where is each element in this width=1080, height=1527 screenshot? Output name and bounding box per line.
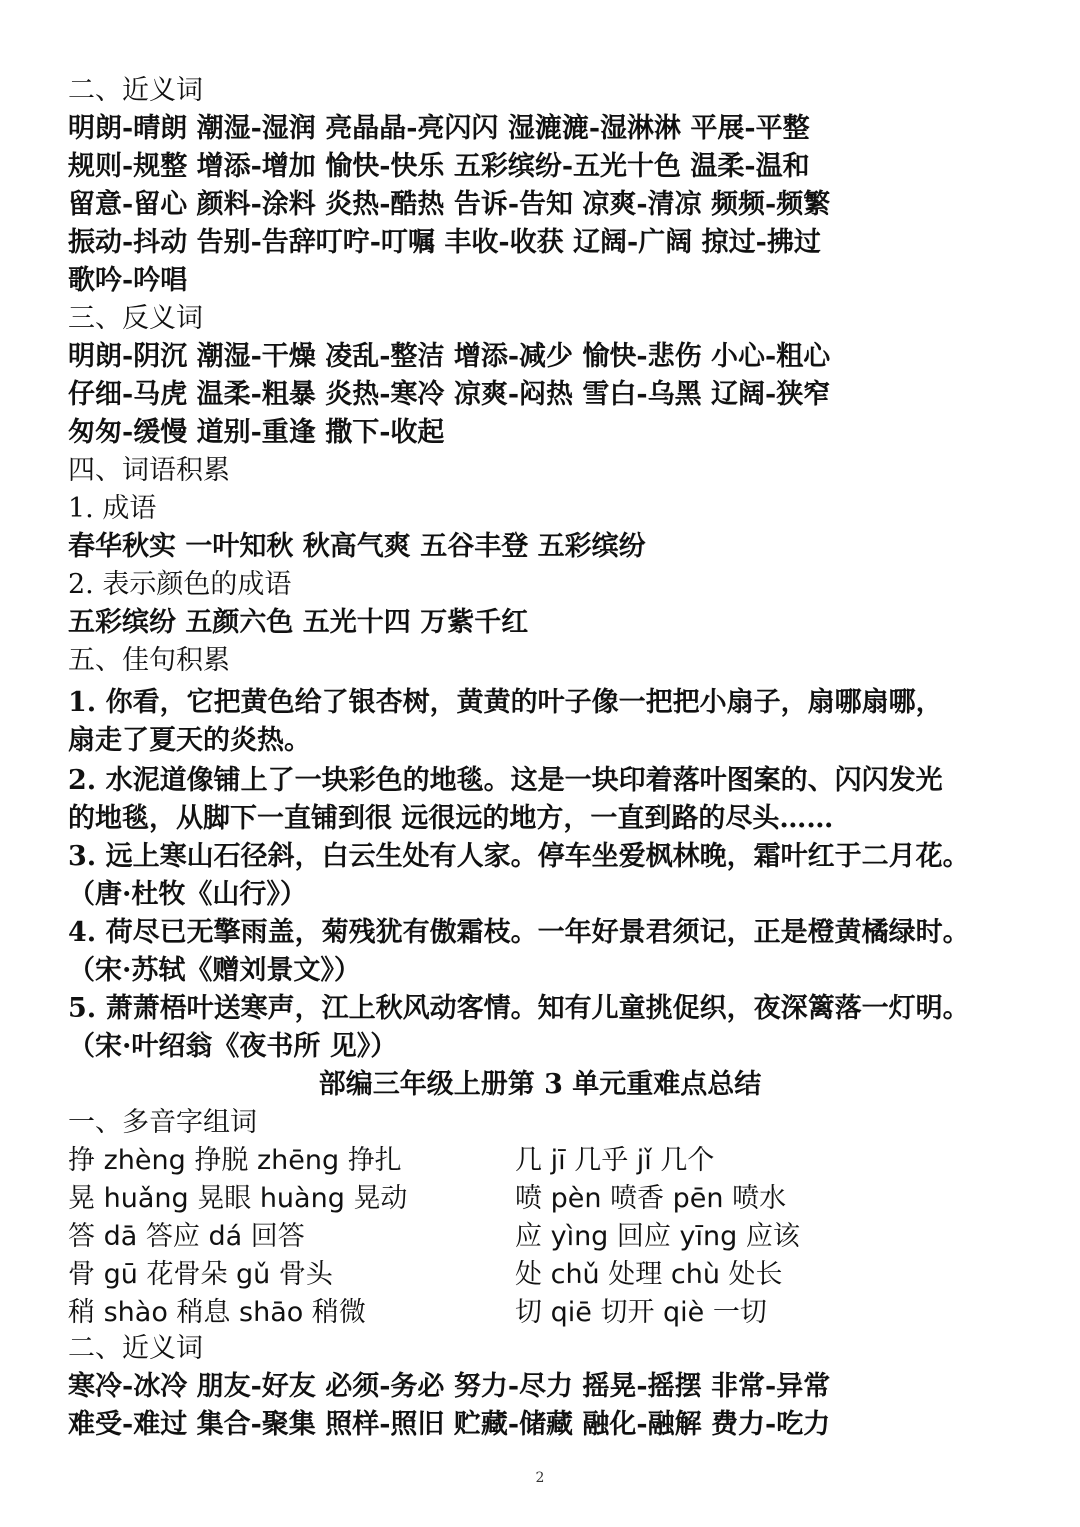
poem-source: （宋·苏轼《赠刘景文》） [68, 955, 361, 986]
unit-title: 部编三年级上册第 3 单元重难点总结 [318, 1069, 762, 1100]
polyphone-row-right: 应 yìng 回应 yīng 应该 [515, 1221, 800, 1252]
idiom-line: 春华秋实 一叶知秋 秋高气爽 五谷丰登 五彩缤纷 [68, 531, 646, 562]
sentence-line: 扇走了夏天的炎热。 [68, 725, 311, 756]
sentence-line: 的地毯，从脚下一直铺到很 远很远的地方，一直到路的尽头…… [68, 803, 834, 834]
antonym-line: 仔细-马虎 温柔-粗暴 炎热-寒冷 凉爽-闷热 雪白-乌黑 辽阔-狭窄 [68, 379, 831, 410]
section-heading-polyphones: 一、多音字组词 [68, 1107, 257, 1138]
polyphone-row-right: 切 qiē 切开 qiè 一切 [515, 1297, 767, 1328]
synonym-line: 明朗-晴朗 潮湿-湿润 亮晶晶-亮闪闪 湿漉漉-湿淋淋 平展-平整 [68, 113, 810, 144]
synonym-line: 规则-规整 增添-增加 愉快-快乐 五彩缤纷-五光十色 温柔-温和 [68, 151, 810, 182]
antonym-line: 明朗-阴沉 潮湿-干燥 凌乱-整洁 增添-减少 愉快-悲伤 小心-粗心 [68, 341, 831, 372]
page-number: 2 [535, 1470, 545, 1486]
synonym-line: 难受-难过 集合-聚集 照样-照旧 贮藏-储藏 融化-融解 费力-吃力 [68, 1409, 831, 1440]
synonym-line: 留意-留心 颜料-涂料 炎热-酷热 告诉-告知 凉爽-清凉 频频-频繁 [68, 189, 831, 220]
synonym-line: 歌吟-吟唱 [68, 265, 188, 296]
sentence-line: 2. 水泥道像铺上了一块彩色的地毯。这是一块印着落叶图案的、闪闪发光 [68, 765, 943, 796]
polyphone-row-left: 骨 gū 花骨朵 gǔ 骨头 [68, 1259, 333, 1290]
section-heading-sentences: 五、佳句积累 [68, 645, 230, 676]
antonym-line: 匆匆-缓慢 道别-重逢 撒下-收起 [68, 417, 445, 448]
poem-line: 4. 荷尽已无擎雨盖，菊残犹有傲霜枝。一年好景君须记，正是橙黄橘绿时。 [68, 917, 970, 948]
poem-line: 3. 远上寒山石径斜，白云生处有人家。停车坐爱枫林晚，霜叶红于二月花。 [68, 841, 970, 872]
subheading-idioms: 1. 成语 [68, 493, 157, 524]
polyphone-row-left: 晃 huǎng 晃眼 huàng 晃动 [68, 1183, 408, 1214]
polyphone-row-left: 答 dā 答应 dá 回答 [68, 1221, 305, 1252]
polyphone-row-right: 处 chǔ 处理 chù 处长 [515, 1259, 783, 1290]
subheading-color-idioms: 2. 表示颜色的成语 [68, 569, 292, 600]
synonym-line: 寒冷-冰冷 朋友-好友 必须-务必 努力-尽力 摇晃-摇摆 非常-异常 [68, 1371, 831, 1402]
polyphone-row-right: 喷 pèn 喷香 pēn 喷水 [515, 1183, 787, 1214]
section-heading-vocabulary: 四、词语积累 [68, 455, 230, 486]
poem-line: 5. 萧萧梧叶送寒声，江上秋风动客情。知有儿童挑促织，夜深篱落一灯明。 [68, 993, 970, 1024]
polyphone-row-left: 挣 zhèng 挣脱 zhēng 挣扎 [68, 1145, 402, 1176]
color-idiom-line: 五彩缤纷 五颜六色 五光十四 万紫千红 [68, 607, 529, 638]
section-heading-antonyms: 三、反义词 [68, 303, 203, 334]
poem-source: （唐·杜牧《山行》） [68, 879, 307, 910]
synonym-line: 振动-抖动 告别-告辞叮咛-叮嘱 丰收-收获 辽阔-广阔 掠过-拂过 [68, 227, 821, 258]
section-heading-synonyms-2: 二、近义词 [68, 1333, 203, 1364]
poem-source: （宋·叶绍翁《夜书所 见》） [68, 1031, 398, 1062]
section-heading-synonyms: 二、近义词 [68, 75, 203, 106]
sentence-line: 1. 你看，它把黄色给了银杏树，黄黄的叶子像一把把小扇子，扇哪扇哪， [68, 687, 943, 718]
polyphone-row-left: 稍 shào 稍息 shāo 稍微 [68, 1297, 366, 1328]
polyphone-row-right: 几 jī 几乎 jǐ 几个 [515, 1145, 715, 1176]
